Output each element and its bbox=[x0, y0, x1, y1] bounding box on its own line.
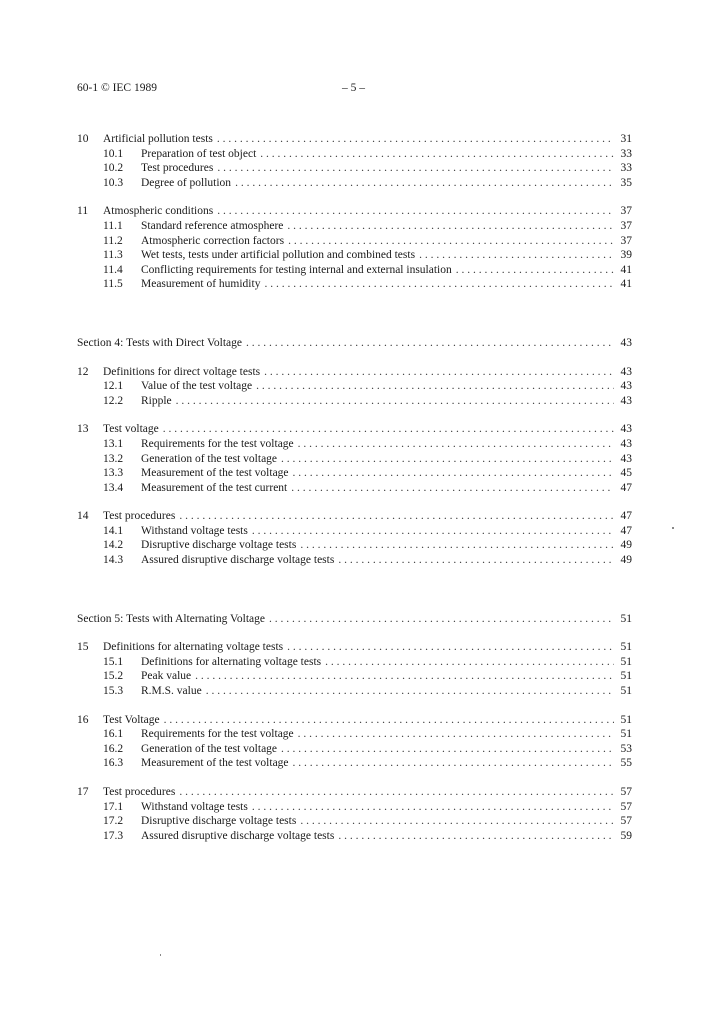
subclause-title: Ripple bbox=[141, 394, 172, 407]
subclause-number: 17.1 bbox=[103, 800, 124, 813]
clause-page: 43 bbox=[620, 423, 632, 436]
subclause-page: 51 bbox=[620, 685, 632, 698]
subclause-title: Disruptive discharge voltage tests bbox=[141, 539, 297, 552]
dot-leader bbox=[288, 234, 614, 249]
toc-clause-row bbox=[77, 640, 632, 655]
toc-section-heading bbox=[77, 336, 632, 351]
clause-page: 57 bbox=[620, 786, 632, 798]
subclause-number: 11.1 bbox=[103, 219, 123, 232]
dot-leader bbox=[338, 553, 614, 568]
clause-title: Definitions for alternating voltage tests bbox=[103, 641, 284, 654]
subclause-number: 11.4 bbox=[103, 263, 123, 276]
dot-leader bbox=[281, 452, 614, 467]
subclause-title: Wet tests, tests under artificial pollution and combined tests bbox=[141, 249, 416, 262]
subclause-number: 14.2 bbox=[103, 539, 124, 552]
subclause-number: 10.3 bbox=[103, 176, 124, 189]
clause-number: 11 bbox=[77, 205, 89, 218]
subclause-title: Measurement of the test current bbox=[141, 481, 288, 494]
subclause-page: 45 bbox=[620, 467, 632, 480]
clause-number: 12 bbox=[77, 365, 89, 378]
dot-leader bbox=[164, 713, 614, 728]
subclause-page: 43 bbox=[620, 380, 632, 393]
toc-clause-row bbox=[77, 204, 632, 219]
subclause-title: R.M.S. value bbox=[141, 685, 202, 698]
subclause-title: Withstand voltage tests bbox=[141, 524, 248, 537]
subclause-number: 15.1 bbox=[103, 655, 124, 668]
toc-subclause-row bbox=[77, 176, 632, 191]
toc-subclause-row bbox=[77, 742, 632, 757]
subclause-title: Atmospheric correction factors bbox=[141, 234, 285, 247]
toc-subclause-row bbox=[77, 437, 632, 452]
toc-subclause-row bbox=[77, 219, 632, 234]
toc-part-2 bbox=[77, 365, 632, 568]
toc-clause-row bbox=[77, 132, 632, 147]
subclause-number: 11.5 bbox=[103, 278, 123, 291]
subclause-title: Disruptive discharge voltage tests bbox=[141, 815, 297, 828]
subclause-title: Generation of the test voltage bbox=[141, 742, 278, 755]
subclause-number: 12.2 bbox=[103, 394, 124, 407]
section-title: Section 5: Tests with Alternating Voltage bbox=[77, 612, 265, 625]
dot-leader bbox=[264, 365, 614, 380]
subclause-page: 43 bbox=[620, 394, 632, 407]
toc-subclause-row bbox=[77, 379, 632, 394]
toc-part-3 bbox=[77, 640, 632, 843]
subclause-number: 11.2 bbox=[103, 234, 123, 247]
clause-page: 37 bbox=[620, 205, 632, 218]
dot-leader bbox=[252, 524, 614, 539]
toc-subclause-row bbox=[77, 553, 632, 568]
subclause-title: Definitions for alternating voltage tests bbox=[141, 655, 322, 668]
dot-leader bbox=[338, 829, 614, 844]
subclause-title: Conflicting requirements for testing internal and external insulation bbox=[141, 263, 452, 276]
subclause-page: 35 bbox=[620, 176, 632, 189]
subclause-page: 59 bbox=[620, 829, 632, 842]
toc-subclause-row bbox=[77, 538, 632, 553]
subclause-page: 39 bbox=[620, 249, 632, 262]
toc-subclause-row bbox=[77, 277, 632, 292]
toc-subclause-row bbox=[77, 669, 632, 684]
clause-title: Test procedures bbox=[103, 510, 176, 523]
subclause-page: 57 bbox=[620, 815, 632, 828]
toc-subclause-row bbox=[77, 800, 632, 815]
toc-section-heading bbox=[77, 612, 632, 627]
toc-subclause-row bbox=[77, 524, 632, 539]
subclause-page: 47 bbox=[620, 481, 632, 494]
subclause-page: 57 bbox=[620, 800, 632, 813]
clause-title: Definitions for direct voltage tests bbox=[103, 365, 261, 378]
clause-page: 43 bbox=[620, 365, 632, 378]
dot-leader bbox=[217, 204, 614, 219]
toc-subclause-row bbox=[77, 727, 632, 742]
toc-subclause-row bbox=[77, 248, 632, 263]
clause-title: Atmospheric conditions bbox=[103, 205, 214, 218]
toc-subclause-row bbox=[77, 684, 632, 699]
table-of-contents bbox=[77, 132, 632, 843]
toc-clause-row bbox=[77, 509, 632, 524]
toc-subclause-row bbox=[77, 234, 632, 249]
dot-leader bbox=[206, 684, 614, 699]
subclause-number: 16.3 bbox=[103, 757, 124, 770]
dot-leader bbox=[293, 466, 614, 481]
subclause-title: Requirements for the test voltage bbox=[141, 437, 294, 450]
clause-page: 31 bbox=[620, 133, 632, 145]
dot-leader bbox=[256, 379, 614, 394]
toc-clause-row bbox=[77, 785, 632, 800]
dot-leader bbox=[252, 800, 614, 815]
subclause-page: 43 bbox=[620, 452, 632, 465]
toc-subclause-row bbox=[77, 394, 632, 409]
subclause-title: Value of the test voltage bbox=[141, 380, 253, 393]
subclause-page: 43 bbox=[620, 437, 632, 450]
dot-leader bbox=[456, 263, 614, 278]
clause-title: Test Voltage bbox=[103, 713, 160, 726]
subclause-number: 11.3 bbox=[103, 249, 123, 262]
toc-subclause-row bbox=[77, 655, 632, 670]
clause-number: 15 bbox=[77, 641, 89, 654]
subclause-title: Assured disruptive discharge voltage tests bbox=[141, 554, 335, 567]
scan-speck bbox=[672, 527, 674, 529]
subclause-title: Generation of the test voltage bbox=[141, 452, 278, 465]
subclause-number: 17.2 bbox=[103, 815, 124, 828]
subclause-number: 12.1 bbox=[103, 380, 124, 393]
subclause-page: 55 bbox=[620, 757, 632, 770]
subclause-title: Assured disruptive discharge voltage tests bbox=[141, 829, 335, 842]
subclause-page: 51 bbox=[620, 670, 632, 683]
subclause-number: 13.1 bbox=[103, 437, 124, 450]
clause-number: 17 bbox=[77, 786, 89, 798]
dot-leader bbox=[287, 640, 614, 655]
subclause-number: 13.4 bbox=[103, 481, 124, 494]
subclause-title: Measurement of the test voltage bbox=[141, 757, 289, 770]
subclause-number: 15.3 bbox=[103, 685, 124, 698]
dot-leader bbox=[291, 481, 614, 496]
clause-title: Test procedures bbox=[103, 786, 176, 798]
subclause-title: Test procedures bbox=[141, 162, 214, 175]
clause-number: 13 bbox=[77, 423, 89, 436]
section-title: Section 4: Tests with Direct Voltage bbox=[77, 336, 242, 349]
subclause-number: 10.1 bbox=[103, 147, 124, 160]
clause-title: Artificial pollution tests bbox=[103, 133, 213, 145]
dot-leader bbox=[419, 248, 614, 263]
subclause-title: Peak value bbox=[141, 670, 192, 683]
clause-page: 51 bbox=[620, 713, 632, 726]
toc-subclause-row bbox=[77, 756, 632, 771]
toc-subclause-row bbox=[77, 829, 632, 844]
dot-leader bbox=[287, 219, 614, 234]
toc-subclause-row bbox=[77, 452, 632, 467]
dot-leader bbox=[293, 756, 614, 771]
subclause-number: 15.2 bbox=[103, 670, 124, 683]
subclause-page: 49 bbox=[620, 554, 632, 567]
clause-title: Test voltage bbox=[103, 423, 159, 436]
dot-leader bbox=[179, 509, 614, 524]
subclause-title: Measurement of humidity bbox=[141, 278, 261, 291]
subclause-page: 51 bbox=[620, 655, 632, 668]
subclause-number: 16.2 bbox=[103, 742, 124, 755]
subclause-title: Standard reference atmosphere bbox=[141, 219, 284, 232]
dot-leader bbox=[176, 394, 614, 409]
toc-subclause-row bbox=[77, 147, 632, 162]
subclause-page: 49 bbox=[620, 539, 632, 552]
dot-leader bbox=[300, 814, 614, 829]
subclause-title: Preparation of test object bbox=[141, 147, 257, 160]
subclause-page: 41 bbox=[620, 278, 632, 291]
dot-leader bbox=[235, 176, 614, 191]
subclause-title: Degree of pollution bbox=[141, 176, 232, 189]
document-reference: 60-1 © IEC 1989 bbox=[77, 82, 157, 94]
dot-leader bbox=[298, 727, 614, 742]
dot-leader bbox=[217, 132, 614, 147]
dot-leader bbox=[269, 612, 614, 627]
toc-part-1 bbox=[77, 132, 632, 292]
dot-leader bbox=[260, 147, 614, 162]
subclause-page: 37 bbox=[620, 234, 632, 247]
toc-clause-row bbox=[77, 422, 632, 437]
dot-leader bbox=[217, 161, 614, 176]
subclause-number: 13.3 bbox=[103, 467, 124, 480]
clause-page: 47 bbox=[620, 510, 632, 523]
subclause-page: 37 bbox=[620, 219, 632, 232]
subclause-number: 14.3 bbox=[103, 554, 124, 567]
clause-number: 10 bbox=[77, 133, 89, 145]
dot-leader bbox=[325, 655, 614, 670]
scan-speck bbox=[160, 954, 161, 956]
subclause-number: 14.1 bbox=[103, 524, 124, 537]
dot-leader bbox=[179, 785, 614, 800]
section-page: 43 bbox=[620, 336, 632, 349]
subclause-title: Requirements for the test voltage bbox=[141, 728, 294, 741]
clause-page: 51 bbox=[620, 641, 632, 654]
dot-leader bbox=[281, 742, 614, 757]
subclause-page: 33 bbox=[620, 147, 632, 160]
toc-subclause-row bbox=[77, 263, 632, 278]
subclause-title: Measurement of the test voltage bbox=[141, 467, 289, 480]
toc-subclause-row bbox=[77, 466, 632, 481]
toc-subclause-row bbox=[77, 481, 632, 496]
subclause-page: 41 bbox=[620, 263, 632, 276]
subclause-page: 53 bbox=[620, 742, 632, 755]
dot-leader bbox=[298, 437, 614, 452]
toc-subclause-row bbox=[77, 814, 632, 829]
toc-clause-row bbox=[77, 713, 632, 728]
toc-subclause-row bbox=[77, 161, 632, 176]
dot-leader bbox=[300, 538, 614, 553]
clause-number: 14 bbox=[77, 510, 89, 523]
dot-leader bbox=[264, 277, 614, 292]
page-header bbox=[77, 82, 637, 98]
subclause-page: 47 bbox=[620, 524, 632, 537]
dot-leader bbox=[195, 669, 614, 684]
subclause-number: 17.3 bbox=[103, 829, 124, 842]
subclause-page: 33 bbox=[620, 162, 632, 175]
section-page: 51 bbox=[620, 612, 632, 625]
clause-number: 16 bbox=[77, 713, 89, 726]
subclause-page: 51 bbox=[620, 728, 632, 741]
subclause-number: 16.1 bbox=[103, 728, 124, 741]
subclause-number: 10.2 bbox=[103, 162, 124, 175]
toc-clause-row bbox=[77, 365, 632, 380]
subclause-title: Withstand voltage tests bbox=[141, 800, 248, 813]
dot-leader bbox=[246, 336, 614, 351]
dot-leader bbox=[163, 422, 614, 437]
page-number: – 5 – bbox=[342, 82, 365, 94]
subclause-number: 13.2 bbox=[103, 452, 124, 465]
